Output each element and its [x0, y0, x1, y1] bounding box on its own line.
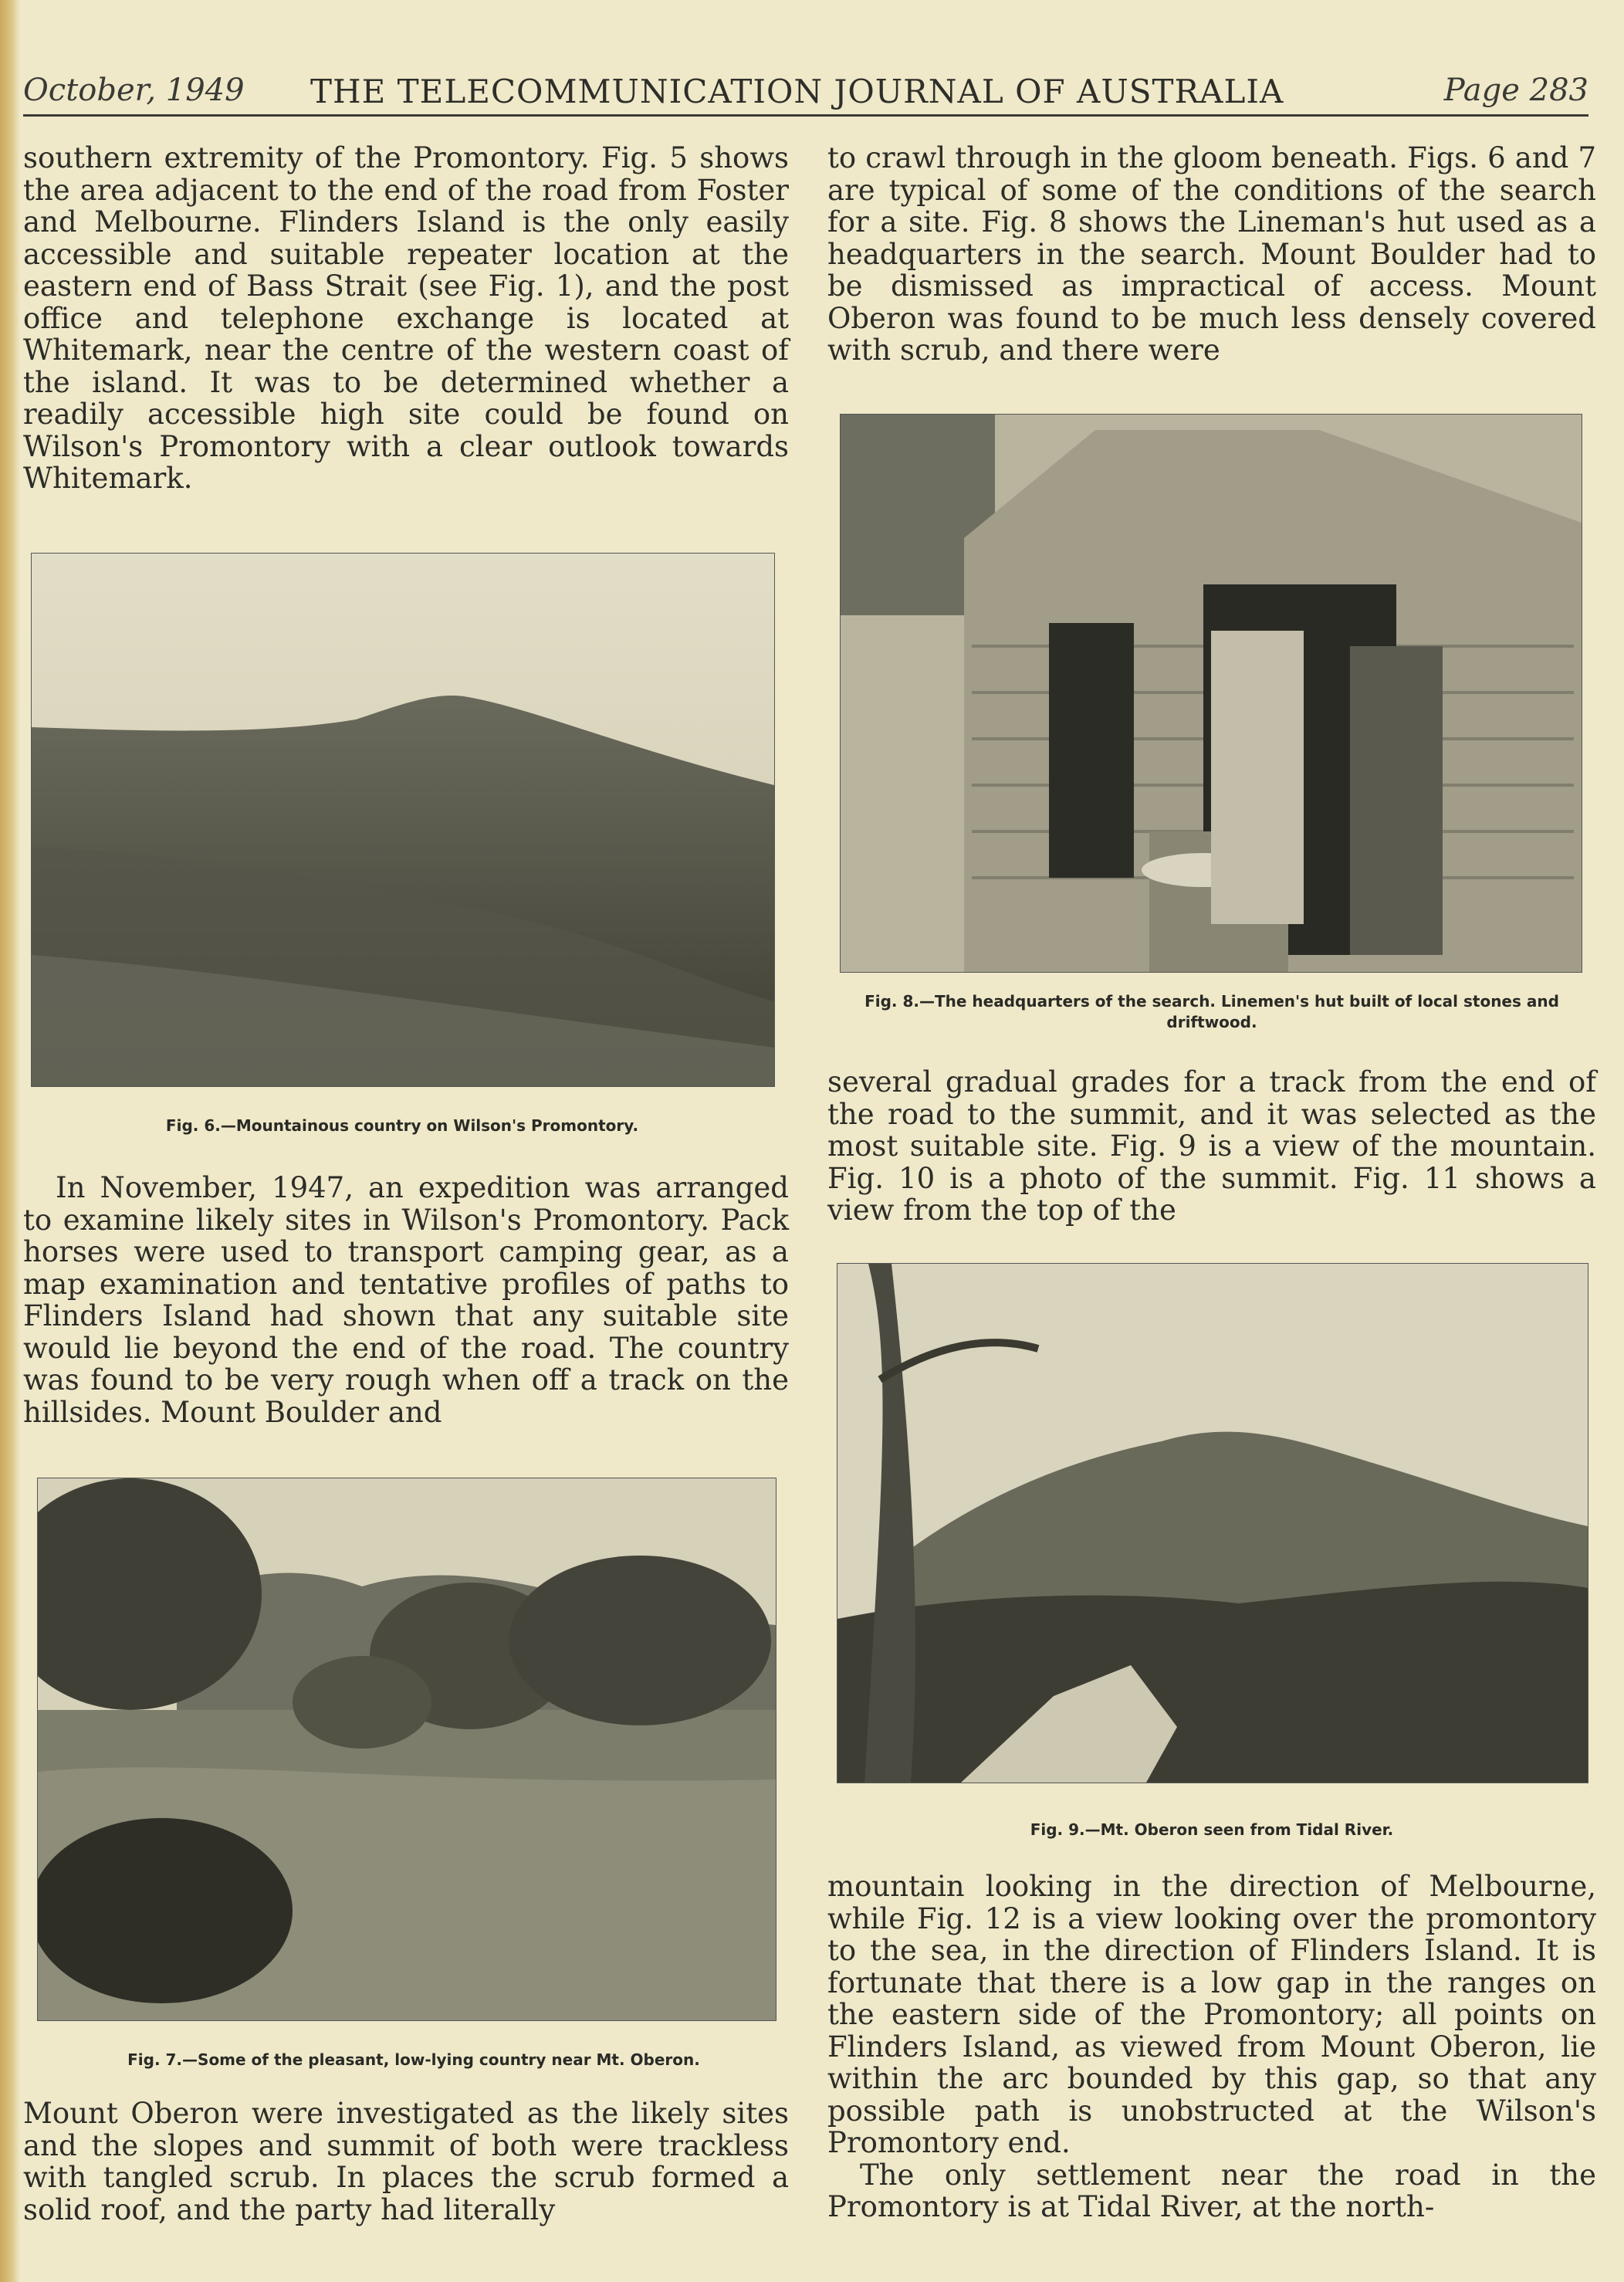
left-paragraph-top: [23, 142, 789, 495]
figure-7-caption: Fig. 7.—Some of the pleasant, low-lying country near Mt. Oberon.: [127, 2050, 700, 2069]
figure-6-photo: [31, 553, 775, 1087]
right-paragraph-top: [827, 142, 1596, 367]
left-paragraph-bottom: [23, 2097, 789, 2226]
page-number: Page 283: [1443, 73, 1588, 108]
right-paragraph-bottom: [827, 1871, 1596, 2223]
body-text: Mount Oberon were investigated as the likely sites and the slopes and summit of both were trackless with tangled scrub. In places the scrub formed a solid roof, and the party had literally: [23, 2097, 789, 2226]
body-text: mountain looking in the direction of Melbourne, while Fig. 12 is a view looking over the promontory to the sea, in the direction of Flinders Island. It is fortunate that there is a low gap in the ranges on the eastern side of the Promontory; all points on Flinders Island, as viewed from Mount Oberon, lie within the arc bounded by this gap, so that any possible path is unobstructed at the Wilson's Promontory end.: [827, 1870, 1596, 2159]
body-text: The only settlement near the road in the Promontory is at Tidal River, at the north-: [827, 2158, 1596, 2223]
body-text: southern extremity of the Promontory. Fig. 5 shows the area adjacent to the end of the road from Foster and Melbourne. Flinders Island is the only easily accessible and suitable repeater location at the eastern end of Bass Strait (see Fig. 1), and the post office and telephone exchange is located at Whitemark, near the centre of the western coast of the island. It was to be determined whether a readily accessible high site could be found on Wilson's Promontory with a clear outlook towards Whitemark.: [23, 141, 789, 495]
figure-9-photo: [837, 1263, 1588, 1783]
figure-9-caption: Fig. 9.—Mt. Oberon seen from Tidal River.: [1030, 1820, 1394, 1839]
body-text: several gradual grades for a track from the end of the road to the summit, and it was selected as the most suitable site. Fig. 9 is a view of the mountain. Fig. 10 is a photo of the summit. Fig. 11 shows a view from the top of the: [827, 1065, 1596, 1227]
left-paragraph-mid: [23, 1172, 789, 1428]
body-text: In November, 1947, an expedition was arranged to examine likely sites in Wilson's Promontory. Pack horses were used to transport camping gear, as a map examination and tentative profiles of paths to Flinders Island had shown that any suitable site would lie beyond the end of the road. The country was found to be very rough when off a track on the hillsides. Mount Boulder and: [23, 1171, 789, 1429]
figure-8-photo: [840, 414, 1582, 973]
journal-title: THE TELECOMMUNICATION JOURNAL OF AUSTRALIA: [310, 73, 1284, 110]
binding-edge: [0, 0, 20, 2282]
running-header: [23, 68, 1588, 116]
figure-6-caption: Fig. 6.—Mountainous country on Wilson's Promontory.: [165, 1116, 639, 1135]
figure-7-photo: [37, 1478, 776, 2021]
figure-8-caption: Fig. 8.—The headquarters of the search. Linemen's hut built of local stones and driftwood.: [864, 992, 1559, 1031]
issue-date: October, 1949: [23, 73, 245, 108]
right-paragraph-mid: [827, 1066, 1596, 1227]
header-rule: [23, 114, 1588, 117]
body-text: to crawl through in the gloom beneath. Figs. 6 and 7 are typical of some of the conditions of the search for a site. Fig. 8 shows the Lineman's hut used as a headquarters in the search. Mount Boulder had to be dismissed as impractical of access. Mount Oberon was found to be much less densely covered with scrub, and there were: [827, 141, 1596, 367]
